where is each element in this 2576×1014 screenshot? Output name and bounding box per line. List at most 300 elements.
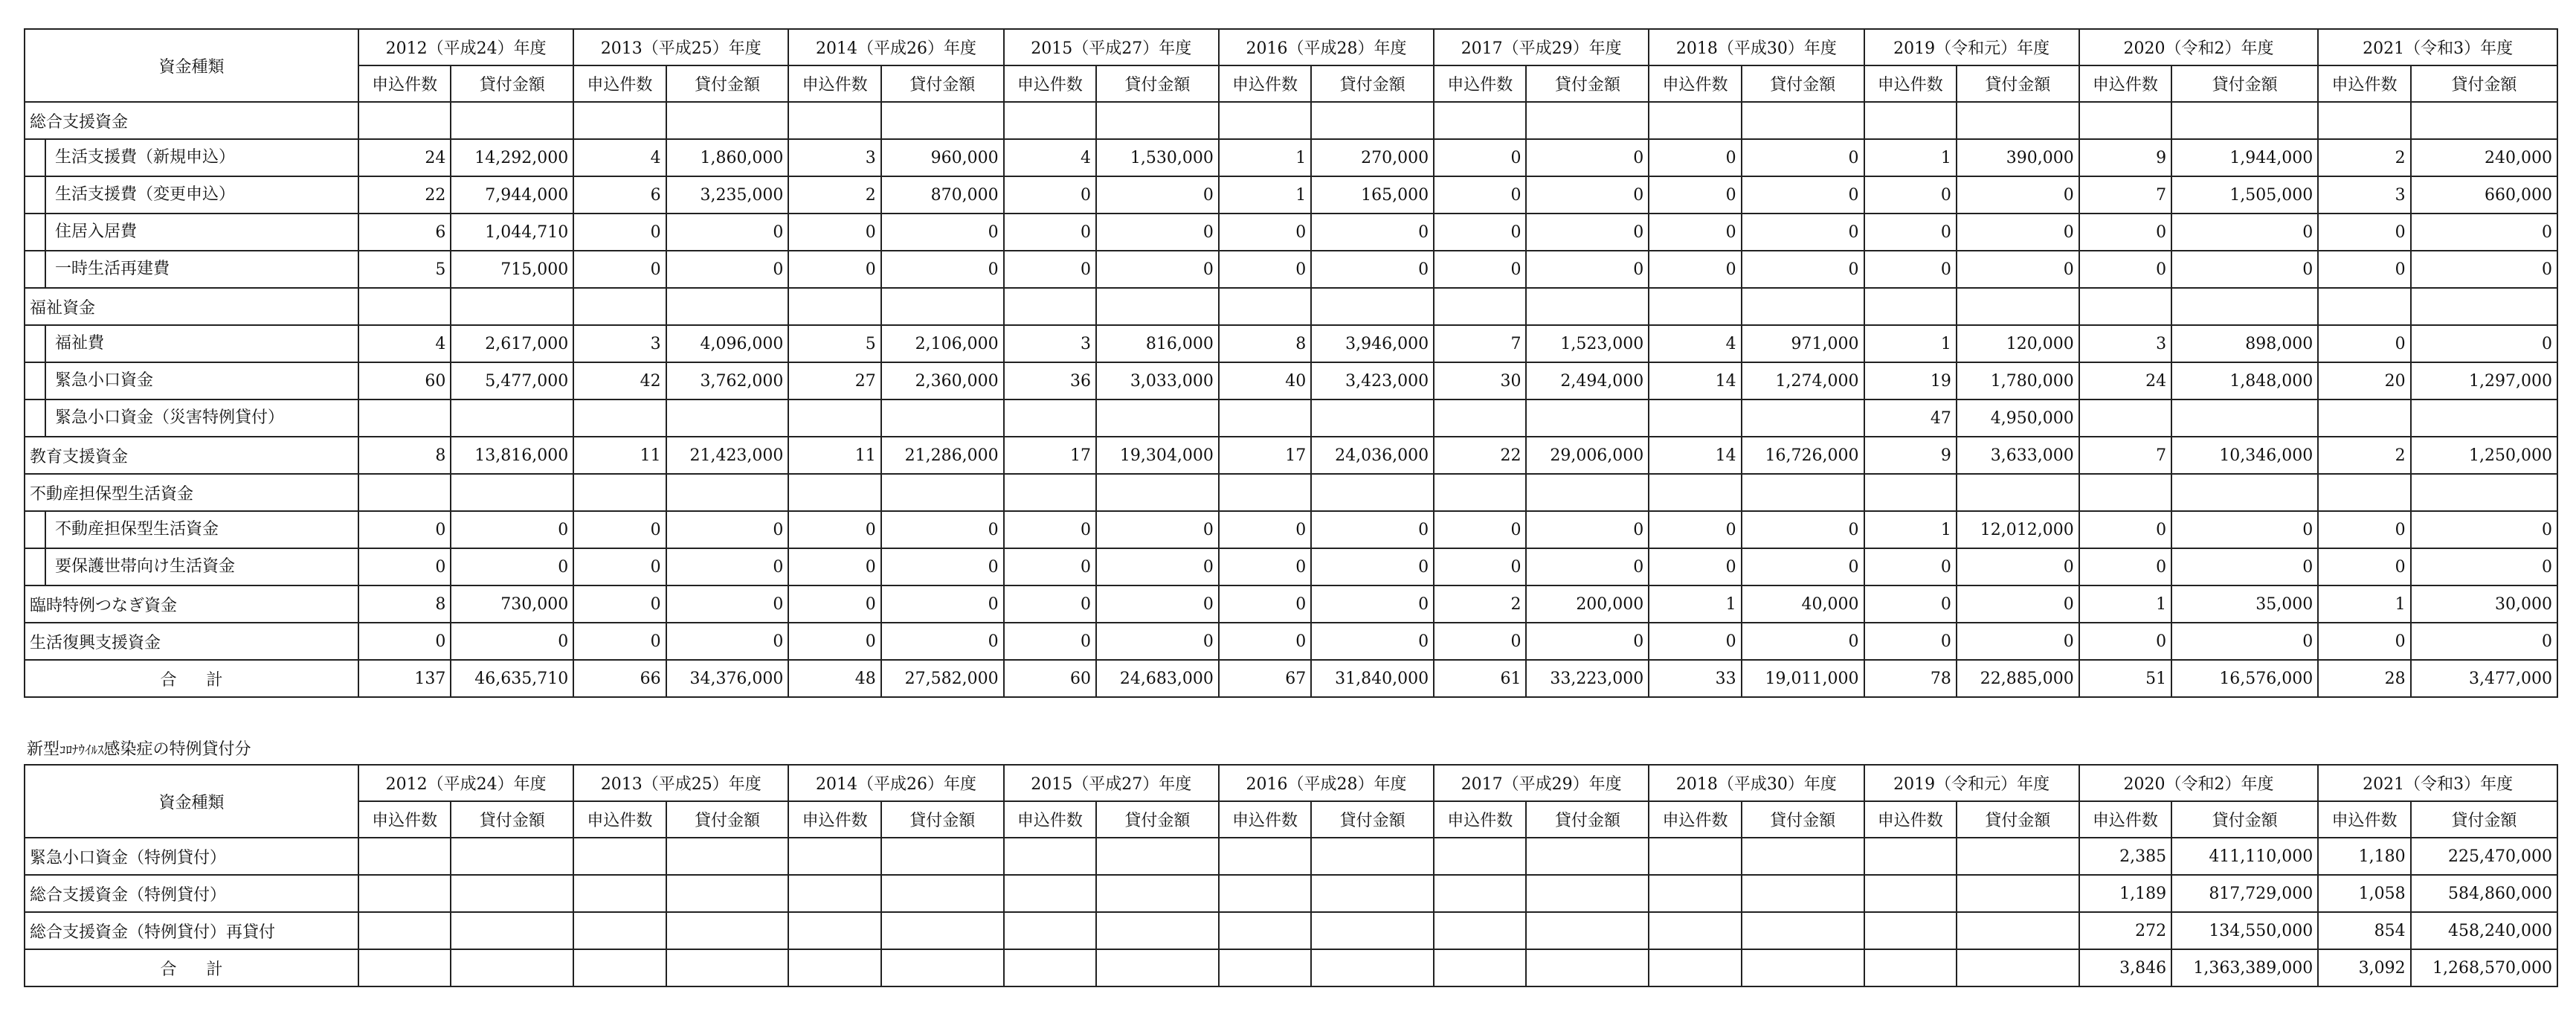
amount-cell: 0 xyxy=(1526,176,1649,214)
count-cell xyxy=(2079,102,2171,139)
amount-cell xyxy=(881,102,1004,139)
count-cell xyxy=(358,838,451,875)
amount-cell: 0 xyxy=(1957,548,2079,585)
amount-cell xyxy=(1957,102,2079,139)
count-cell: 0 xyxy=(1864,585,1957,623)
count-cell xyxy=(358,288,451,325)
count-cell: 0 xyxy=(1219,623,1311,660)
amount-header: 貸付金額 xyxy=(881,65,1004,102)
count-cell: 0 xyxy=(1434,214,1526,251)
count-cell: 9 xyxy=(1864,437,1957,474)
count-cell: 0 xyxy=(788,251,880,288)
total-label-part: 合 xyxy=(160,670,177,690)
count-cell: 0 xyxy=(788,511,880,548)
loan-table xyxy=(24,28,2558,698)
count-cell xyxy=(358,102,451,139)
count-cell xyxy=(1864,288,1957,325)
count-cell: 272 xyxy=(2079,912,2171,949)
count-cell: 0 xyxy=(1864,548,1957,585)
year-header-row xyxy=(25,765,2557,801)
amount-cell: 0 xyxy=(1096,511,1219,548)
table-row xyxy=(25,474,2557,511)
count-cell xyxy=(573,875,666,912)
total-row xyxy=(25,660,2557,697)
count-cell: 0 xyxy=(1864,214,1957,251)
fund-subtype-label: 不動産担保型生活資金 xyxy=(45,512,353,548)
fund-type-header: 資金種類 xyxy=(25,765,358,838)
year-header: 2020（令和2）年度 xyxy=(2079,29,2319,65)
amount-cell: 0 xyxy=(1957,585,2079,623)
count-cell: 0 xyxy=(1434,251,1526,288)
count-cell xyxy=(1004,875,1096,912)
amount-cell: 21,423,000 xyxy=(666,437,789,474)
amount-cell xyxy=(1311,102,1434,139)
amount-cell: 0 xyxy=(1311,214,1434,251)
count-cell: 7 xyxy=(1434,325,1526,362)
count-cell: 1,180 xyxy=(2318,838,2410,875)
count-cell xyxy=(1219,912,1311,949)
year-header: 2018（平成30）年度 xyxy=(1649,29,1864,65)
count-cell xyxy=(573,474,666,511)
amount-cell xyxy=(1526,102,1649,139)
amount-cell: 13,816,000 xyxy=(451,437,573,474)
count-cell: 0 xyxy=(1649,251,1741,288)
amount-cell: 0 xyxy=(1742,251,1864,288)
amount-cell: 31,840,000 xyxy=(1311,660,1434,697)
table-row xyxy=(25,511,2557,548)
amount-cell xyxy=(451,474,573,511)
amount-cell: 0 xyxy=(2411,325,2557,362)
count-header: 申込件数 xyxy=(358,801,451,838)
count-cell xyxy=(1219,838,1311,875)
amount-cell xyxy=(1957,474,2079,511)
count-cell: 0 xyxy=(573,251,666,288)
amount-cell: 0 xyxy=(666,623,789,660)
count-cell xyxy=(1219,399,1311,437)
count-header: 申込件数 xyxy=(573,801,666,838)
amount-cell xyxy=(1096,875,1219,912)
amount-cell: 0 xyxy=(1526,214,1649,251)
fund-subtype-label: 要保護世帯向け生活資金 xyxy=(45,549,353,585)
count-cell xyxy=(1864,474,1957,511)
count-cell xyxy=(573,912,666,949)
fund-type-label: 緊急小口資金（特例貸付） xyxy=(25,838,358,875)
amount-cell: 27,582,000 xyxy=(881,660,1004,697)
count-cell xyxy=(2318,399,2410,437)
count-cell: 60 xyxy=(1004,660,1096,697)
count-cell xyxy=(1649,399,1741,437)
count-cell: 0 xyxy=(2318,548,2410,585)
amount-cell: 2,617,000 xyxy=(451,325,573,362)
fund-subtype-label: 生活支援費（変更申込） xyxy=(45,177,353,213)
count-cell: 0 xyxy=(1004,548,1096,585)
amount-cell: 240,000 xyxy=(2411,139,2557,176)
year-header: 2015（平成27）年度 xyxy=(1004,29,1219,65)
amount-cell xyxy=(1096,912,1219,949)
fund-type-label xyxy=(25,139,358,176)
count-header: 申込件数 xyxy=(1864,801,1957,838)
amount-cell xyxy=(1311,288,1434,325)
amount-cell xyxy=(2411,288,2557,325)
amount-header: 貸付金額 xyxy=(666,65,789,102)
count-cell: 8 xyxy=(1219,325,1311,362)
amount-cell: 3,946,000 xyxy=(1311,325,1434,362)
amount-cell xyxy=(1742,912,1864,949)
count-cell: 5 xyxy=(358,251,451,288)
amount-header: 貸付金額 xyxy=(451,65,573,102)
amount-cell: 0 xyxy=(1096,623,1219,660)
count-header: 申込件数 xyxy=(788,801,880,838)
amount-cell: 0 xyxy=(2411,548,2557,585)
amount-cell: 0 xyxy=(881,511,1004,548)
count-cell: 4 xyxy=(1649,325,1741,362)
amount-cell xyxy=(666,102,789,139)
amount-cell: 14,292,000 xyxy=(451,139,573,176)
amount-cell: 225,470,000 xyxy=(2411,838,2557,875)
count-cell: 0 xyxy=(1649,623,1741,660)
amount-cell: 270,000 xyxy=(1311,139,1434,176)
count-cell: 0 xyxy=(2318,325,2410,362)
count-cell xyxy=(1219,875,1311,912)
count-cell: 28 xyxy=(2318,660,2410,697)
amount-cell: 3,477,000 xyxy=(2411,660,2557,697)
amount-cell: 0 xyxy=(1096,214,1219,251)
total-label-part: 合 xyxy=(160,960,177,979)
count-cell: 7 xyxy=(2079,437,2171,474)
fund-type-header: 資金種類 xyxy=(25,29,358,102)
count-cell xyxy=(1004,949,1096,986)
amount-cell: 898,000 xyxy=(2171,325,2318,362)
count-cell xyxy=(1864,875,1957,912)
count-cell: 0 xyxy=(1219,585,1311,623)
amount-cell: 12,012,000 xyxy=(1957,511,2079,548)
amount-cell xyxy=(1311,949,1434,986)
count-cell xyxy=(1004,102,1096,139)
amount-cell: 0 xyxy=(2171,548,2318,585)
count-cell: 0 xyxy=(1004,176,1096,214)
amount-cell: 5,477,000 xyxy=(451,362,573,399)
count-cell xyxy=(1004,912,1096,949)
amount-cell: 1,944,000 xyxy=(2171,139,2318,176)
amount-cell xyxy=(1742,838,1864,875)
count-cell: 0 xyxy=(788,623,880,660)
amount-cell: 3,633,000 xyxy=(1957,437,2079,474)
amount-cell xyxy=(451,102,573,139)
amount-cell: 16,726,000 xyxy=(1742,437,1864,474)
amount-cell: 0 xyxy=(451,511,573,548)
count-cell xyxy=(573,288,666,325)
amount-cell xyxy=(881,838,1004,875)
fund-subtype-label: 緊急小口資金 xyxy=(45,363,353,399)
amount-cell: 3,762,000 xyxy=(666,362,789,399)
count-cell xyxy=(1864,949,1957,986)
count-cell: 2 xyxy=(1434,585,1526,623)
fund-type-label xyxy=(25,511,358,548)
amount-cell xyxy=(1526,912,1649,949)
fund-type-label: 生活復興支援資金 xyxy=(25,623,358,660)
count-header: 申込件数 xyxy=(358,65,451,102)
fund-type-label: 不動産担保型生活資金 xyxy=(25,474,358,511)
count-cell: 0 xyxy=(1864,176,1957,214)
amount-cell xyxy=(2171,399,2318,437)
amount-cell xyxy=(451,838,573,875)
count-cell: 0 xyxy=(2318,511,2410,548)
count-cell xyxy=(1434,288,1526,325)
amount-cell: 120,000 xyxy=(1957,325,2079,362)
amount-cell xyxy=(1526,949,1649,986)
count-header: 申込件数 xyxy=(1649,801,1741,838)
count-cell xyxy=(788,474,880,511)
fund-type-label xyxy=(25,325,358,362)
amount-cell xyxy=(881,949,1004,986)
count-cell: 1 xyxy=(1864,511,1957,548)
count-cell: 1 xyxy=(1219,176,1311,214)
count-cell xyxy=(1004,474,1096,511)
caption-text-small: ｺﾛﾅｳｲﾙｽ xyxy=(59,743,104,758)
count-cell xyxy=(1434,875,1526,912)
count-cell: 42 xyxy=(573,362,666,399)
count-cell xyxy=(1649,288,1741,325)
amount-cell xyxy=(1311,838,1434,875)
amount-cell: 1,505,000 xyxy=(2171,176,2318,214)
amount-cell: 1,274,000 xyxy=(1742,362,1864,399)
amount-cell xyxy=(1311,875,1434,912)
amount-header: 貸付金額 xyxy=(666,801,789,838)
count-cell: 11 xyxy=(573,437,666,474)
amount-cell: 29,006,000 xyxy=(1526,437,1649,474)
amount-header: 貸付金額 xyxy=(1957,801,2079,838)
amount-cell: 0 xyxy=(451,623,573,660)
amount-cell xyxy=(881,288,1004,325)
count-cell: 3 xyxy=(2318,176,2410,214)
loan-table-header xyxy=(25,29,2557,102)
amount-cell: 0 xyxy=(1096,548,1219,585)
amount-cell: 1,530,000 xyxy=(1096,139,1219,176)
count-cell xyxy=(1219,288,1311,325)
amount-cell: 0 xyxy=(666,511,789,548)
amount-cell xyxy=(1096,399,1219,437)
count-cell xyxy=(2079,474,2171,511)
amount-cell xyxy=(2411,399,2557,437)
count-cell: 6 xyxy=(358,214,451,251)
amount-header: 貸付金額 xyxy=(881,801,1004,838)
year-header: 2016（平成28）年度 xyxy=(1219,29,1434,65)
fund-type-label xyxy=(25,548,358,585)
amount-cell: 1,860,000 xyxy=(666,139,789,176)
count-cell: 0 xyxy=(573,511,666,548)
count-cell xyxy=(2318,102,2410,139)
amount-cell xyxy=(1957,838,2079,875)
amount-header: 貸付金額 xyxy=(1526,801,1649,838)
amount-cell: 165,000 xyxy=(1311,176,1434,214)
count-cell: 0 xyxy=(1864,251,1957,288)
amount-cell xyxy=(881,875,1004,912)
amount-cell: 0 xyxy=(1957,176,2079,214)
table-row xyxy=(25,548,2557,585)
count-header: 申込件数 xyxy=(788,65,880,102)
count-cell: 0 xyxy=(788,214,880,251)
amount-cell: 22,885,000 xyxy=(1957,660,2079,697)
amount-cell xyxy=(1311,474,1434,511)
fund-subtype-label: 福祉費 xyxy=(45,326,353,362)
count-cell: 3 xyxy=(2079,325,2171,362)
amount-cell: 0 xyxy=(2171,214,2318,251)
amount-cell xyxy=(451,875,573,912)
amount-header: 貸付金額 xyxy=(2411,801,2557,838)
year-header: 2014（平成26）年度 xyxy=(788,29,1003,65)
table-row xyxy=(25,399,2557,437)
amount-cell: 16,576,000 xyxy=(2171,660,2318,697)
count-cell: 0 xyxy=(1434,511,1526,548)
amount-cell: 0 xyxy=(1742,511,1864,548)
amount-header: 貸付金額 xyxy=(1311,801,1434,838)
count-cell xyxy=(1434,949,1526,986)
count-cell xyxy=(1649,949,1741,986)
amount-cell xyxy=(666,474,789,511)
count-cell: 0 xyxy=(573,214,666,251)
amount-header: 貸付金額 xyxy=(1957,65,2079,102)
amount-cell: 3,423,000 xyxy=(1311,362,1434,399)
amount-cell: 0 xyxy=(1096,251,1219,288)
amount-cell xyxy=(666,875,789,912)
amount-cell: 971,000 xyxy=(1742,325,1864,362)
amount-cell xyxy=(1742,949,1864,986)
amount-cell: 715,000 xyxy=(451,251,573,288)
amount-cell: 0 xyxy=(1957,623,2079,660)
amount-cell: 0 xyxy=(1526,251,1649,288)
amount-cell xyxy=(666,949,789,986)
count-cell: 854 xyxy=(2318,912,2410,949)
amount-cell: 0 xyxy=(2411,251,2557,288)
fund-subtype-label: 生活支援費（新規申込） xyxy=(45,140,353,176)
amount-cell: 0 xyxy=(2411,623,2557,660)
amount-cell: 30,000 xyxy=(2411,585,2557,623)
count-cell xyxy=(2318,288,2410,325)
amount-cell: 4,950,000 xyxy=(1957,399,2079,437)
amount-cell: 660,000 xyxy=(2411,176,2557,214)
amount-header: 貸付金額 xyxy=(1742,65,1864,102)
amount-header: 貸付金額 xyxy=(451,801,573,838)
count-cell: 11 xyxy=(788,437,880,474)
year-header: 2021（令和3）年度 xyxy=(2318,765,2557,801)
table-row xyxy=(25,362,2557,399)
amount-header: 貸付金額 xyxy=(1311,65,1434,102)
count-cell xyxy=(1434,838,1526,875)
amount-cell xyxy=(1957,912,2079,949)
count-cell xyxy=(1434,474,1526,511)
covid-loan-table xyxy=(24,764,2558,987)
amount-cell xyxy=(1096,102,1219,139)
year-header: 2021（令和3）年度 xyxy=(2318,29,2557,65)
amount-cell: 1,848,000 xyxy=(2171,362,2318,399)
amount-cell: 0 xyxy=(881,251,1004,288)
total-label xyxy=(25,949,358,986)
amount-cell: 458,240,000 xyxy=(2411,912,2557,949)
count-cell: 1,189 xyxy=(2079,875,2171,912)
count-cell xyxy=(1219,949,1311,986)
amount-cell: 1,297,000 xyxy=(2411,362,2557,399)
amount-cell xyxy=(2171,288,2318,325)
count-cell xyxy=(788,875,880,912)
amount-cell xyxy=(1957,288,2079,325)
count-cell xyxy=(358,875,451,912)
amount-cell: 4,096,000 xyxy=(666,325,789,362)
fund-type-label xyxy=(25,176,358,214)
amount-cell: 0 xyxy=(881,548,1004,585)
count-cell xyxy=(1004,838,1096,875)
amount-cell: 19,304,000 xyxy=(1096,437,1219,474)
caption-text-post: 感染症の特例貸付分 xyxy=(103,740,251,759)
count-cell: 1 xyxy=(1219,139,1311,176)
amount-cell: 7,944,000 xyxy=(451,176,573,214)
count-cell: 61 xyxy=(1434,660,1526,697)
count-cell: 67 xyxy=(1219,660,1311,697)
count-cell xyxy=(358,399,451,437)
amount-cell: 1,523,000 xyxy=(1526,325,1649,362)
table-row xyxy=(25,623,2557,660)
amount-cell xyxy=(451,949,573,986)
fund-subtype-label: 住居入居費 xyxy=(45,214,353,250)
amount-cell xyxy=(1096,949,1219,986)
fund-type-label: 総合支援資金（特例貸付）再貸付 xyxy=(25,912,358,949)
count-cell xyxy=(358,949,451,986)
amount-cell xyxy=(1526,838,1649,875)
amount-cell: 0 xyxy=(1311,511,1434,548)
count-cell: 7 xyxy=(2079,176,2171,214)
year-header: 2013（平成25）年度 xyxy=(573,29,788,65)
count-cell: 4 xyxy=(573,139,666,176)
count-cell xyxy=(2079,399,2171,437)
year-header: 2019（令和元）年度 xyxy=(1864,29,2079,65)
amount-cell xyxy=(666,288,789,325)
amount-cell xyxy=(2171,102,2318,139)
count-header: 申込件数 xyxy=(2079,801,2171,838)
count-cell xyxy=(788,949,880,986)
count-cell xyxy=(1649,875,1741,912)
count-cell xyxy=(1649,102,1741,139)
table-row xyxy=(25,139,2557,176)
count-cell: 0 xyxy=(1649,548,1741,585)
amount-cell: 411,110,000 xyxy=(2171,838,2318,875)
count-cell: 0 xyxy=(573,585,666,623)
count-cell: 20 xyxy=(2318,362,2410,399)
amount-cell xyxy=(881,912,1004,949)
count-cell: 0 xyxy=(2318,251,2410,288)
count-cell xyxy=(788,838,880,875)
count-cell xyxy=(2079,288,2171,325)
amount-cell: 584,860,000 xyxy=(2411,875,2557,912)
amount-cell: 33,223,000 xyxy=(1526,660,1649,697)
count-cell: 0 xyxy=(1004,511,1096,548)
amount-cell: 0 xyxy=(666,251,789,288)
count-cell: 22 xyxy=(1434,437,1526,474)
count-cell: 0 xyxy=(788,585,880,623)
amount-cell: 0 xyxy=(1526,548,1649,585)
table-row xyxy=(25,585,2557,623)
count-cell: 0 xyxy=(2079,214,2171,251)
amount-cell xyxy=(666,399,789,437)
amount-cell xyxy=(1742,102,1864,139)
fund-type-label: 総合支援資金（特例貸付） xyxy=(25,875,358,912)
count-cell: 14 xyxy=(1649,362,1741,399)
fund-type-label: 臨時特例つなぎ資金 xyxy=(25,585,358,623)
count-cell: 1 xyxy=(1864,139,1957,176)
table-row xyxy=(25,176,2557,214)
count-cell: 0 xyxy=(1219,214,1311,251)
count-header: 申込件数 xyxy=(573,65,666,102)
count-cell: 2 xyxy=(2318,139,2410,176)
count-cell: 27 xyxy=(788,362,880,399)
